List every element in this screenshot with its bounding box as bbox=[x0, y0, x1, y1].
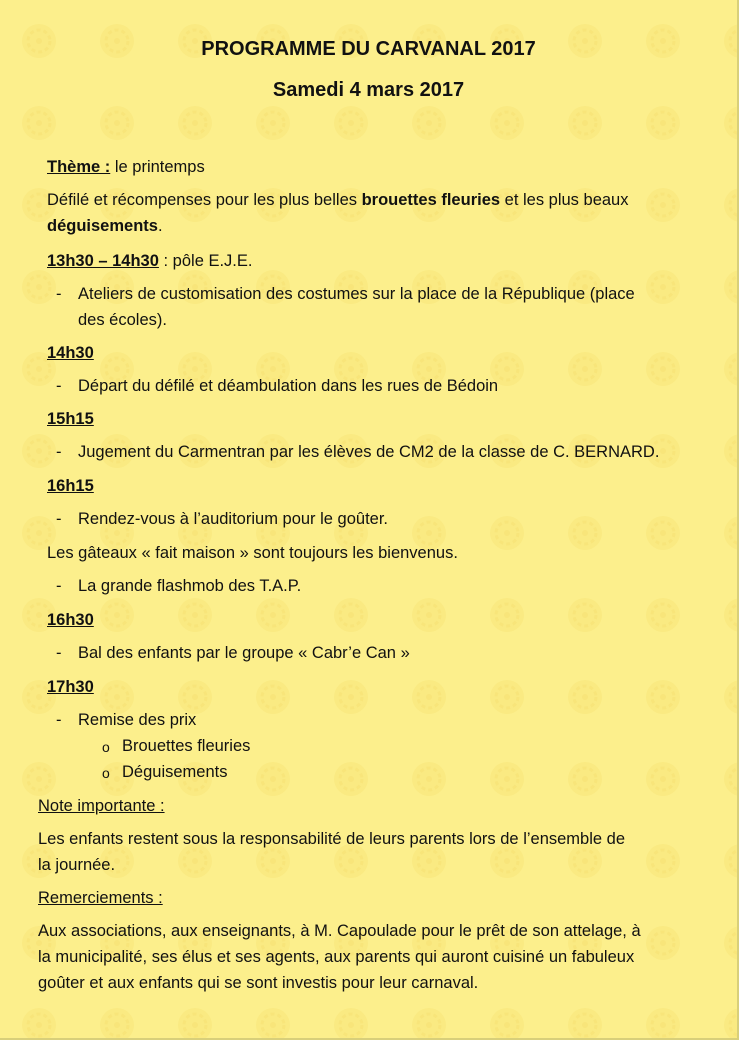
schedule-heading-1515: 15h15 bbox=[47, 410, 94, 428]
intro-text: Défilé et récompenses pour les plus belles bbox=[47, 191, 362, 209]
list-item: Rendez-vous à l’auditorium pour le goûter. bbox=[78, 510, 389, 528]
schedule-heading-1730: 17h30 bbox=[47, 678, 94, 696]
schedule-heading-1430: 14h30 bbox=[47, 344, 94, 362]
list-item: Ateliers de customisation des costumes sur la place de la République (place bbox=[78, 285, 635, 303]
event-date: Samedi 4 mars 2017 bbox=[272, 79, 465, 101]
thanks-text-line: Aux associations, aux enseignants, à M. Capoulade pour le prêt de son attelage, à bbox=[38, 922, 641, 940]
theme-line bbox=[47, 158, 205, 177]
list-item: Remise des prix bbox=[78, 711, 197, 729]
dash-bullet: - bbox=[56, 285, 62, 303]
intro-text: . bbox=[157, 217, 163, 235]
cakes-note: Les gâteaux « fait maison » sont toujours les bienvenus. bbox=[47, 544, 458, 562]
dash-bullet: - bbox=[56, 711, 62, 729]
dash-bullet: - bbox=[56, 577, 62, 595]
note-text-line: la journée. bbox=[38, 856, 116, 874]
schedule-suffix: : pôle E.J.E. bbox=[158, 252, 253, 270]
thanks-heading: Remerciements : bbox=[38, 889, 163, 907]
list-item-continuation: des écoles). bbox=[78, 311, 167, 329]
note-heading: Note importante : bbox=[38, 797, 165, 815]
dash-bullet: - bbox=[56, 644, 62, 662]
list-item: Bal des enfants par le groupe « Cabr’e Can » bbox=[78, 644, 410, 662]
circle-bullet-icon: o bbox=[102, 765, 110, 781]
circle-bullet-icon: o bbox=[102, 739, 110, 755]
list-item: Jugement du Carmentran par les élèves de CM2 de la classe de C. BERNARD. bbox=[78, 443, 660, 461]
intro-line-1 bbox=[47, 191, 628, 210]
schedule-heading-1330 bbox=[47, 252, 252, 271]
intro-line-2 bbox=[47, 217, 163, 236]
dash-bullet: - bbox=[56, 377, 62, 395]
dash-bullet: - bbox=[56, 443, 62, 461]
intro-bold-deguisements: déguisements bbox=[47, 217, 158, 235]
page-title: PROGRAMME DU CARVANAL 2017 bbox=[201, 38, 536, 60]
list-item: La grande flashmob des T.A.P. bbox=[78, 577, 302, 595]
theme-value: le printemps bbox=[110, 158, 205, 176]
schedule-heading-1630: 16h30 bbox=[47, 611, 94, 629]
list-item: Départ du défilé et déambulation dans les rues de Bédoin bbox=[78, 377, 499, 395]
sub-list-item: Déguisements bbox=[122, 763, 228, 781]
theme-label: Thème : bbox=[47, 158, 111, 176]
dash-bullet: - bbox=[56, 510, 62, 528]
schedule-heading-1615: 16h15 bbox=[47, 477, 94, 495]
intro-text: et les plus beaux bbox=[500, 191, 629, 209]
schedule-time: 13h30 – 14h30 bbox=[47, 252, 159, 270]
thanks-text-line: la municipalité, ses élus et ses agents, aux parents qui auront cuisiné un fabuleux bbox=[38, 948, 635, 966]
sub-list-item: Brouettes fleuries bbox=[122, 737, 251, 755]
note-text-line: Les enfants restent sous la responsabilité de leurs parents lors de l’ensemble de bbox=[38, 830, 626, 848]
thanks-text-line: goûter et aux enfants qui se sont investis pour leur carnaval. bbox=[38, 974, 479, 992]
intro-bold-brouettes: brouettes fleuries bbox=[361, 191, 501, 209]
